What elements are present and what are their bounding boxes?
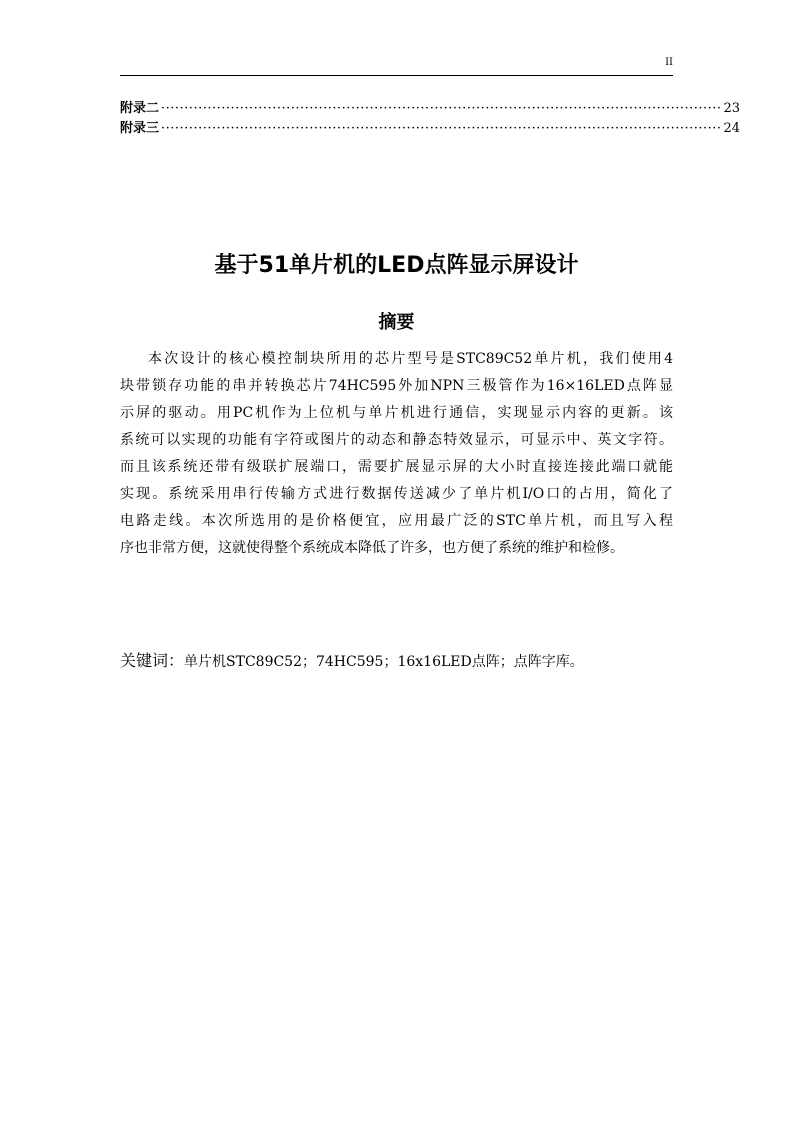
header-rule <box>120 75 673 76</box>
toc-entry-page: 23 <box>723 101 741 116</box>
page-number: II <box>665 57 673 68</box>
document-title: 基于51单片机的LED点阵显示屏设计 <box>214 253 579 278</box>
toc-entry-appendix-2[interactable] <box>120 97 741 117</box>
abstract-line: 序也非常方便，这就使得整个系统成本降低了许多，也方便了系统的维护和检修。 <box>120 540 624 556</box>
abstract-heading: 摘要 <box>378 312 415 333</box>
abstract-line: 示屏的驱动。用PC机作为上位机与单片机进行通信，实现显示内容的更新。该 <box>120 405 673 421</box>
abstract-body <box>120 346 673 562</box>
abstract-line: 块带锁存功能的串并转换芯片74HC595外加NPN三极管作为16×16LED点阵显 <box>120 378 673 394</box>
toc-entry-appendix-3[interactable] <box>120 117 741 137</box>
toc-leader-dots: ························································································································· <box>161 101 722 116</box>
toc-entry-page: 24 <box>723 121 741 136</box>
toc-entry-label: 附录二 <box>120 101 160 116</box>
keywords <box>120 648 673 671</box>
keywords-text: 单片机STC89C52；74HC595；16x16LED点阵；点阵字库。 <box>184 654 584 670</box>
keywords-label: 关键词： <box>120 651 185 670</box>
toc-entry-label: 附录三 <box>120 121 160 136</box>
table-of-contents <box>120 97 741 137</box>
toc-leader-dots: ························································································································· <box>161 121 722 136</box>
abstract-line: 本次设计的核心模控制块所用的芯片型号是STC89C52单片机，我们使用4 <box>148 351 673 367</box>
abstract-line: 实现。系统采用串行传输方式进行数据传送减少了单片机I/O口的占用，简化了 <box>120 486 673 502</box>
abstract-line: 电路走线。本次所选用的是价格便宜，应用最广泛的STC单片机，而且写入程 <box>120 513 673 529</box>
abstract-line: 系统可以实现的功能有字符或图片的动态和静态特效显示，可显示中、英文字符。 <box>120 432 673 448</box>
abstract-line: 而且该系统还带有级联扩展端口，需要扩展显示屏的大小时直接连接此端口就能 <box>120 459 673 475</box>
